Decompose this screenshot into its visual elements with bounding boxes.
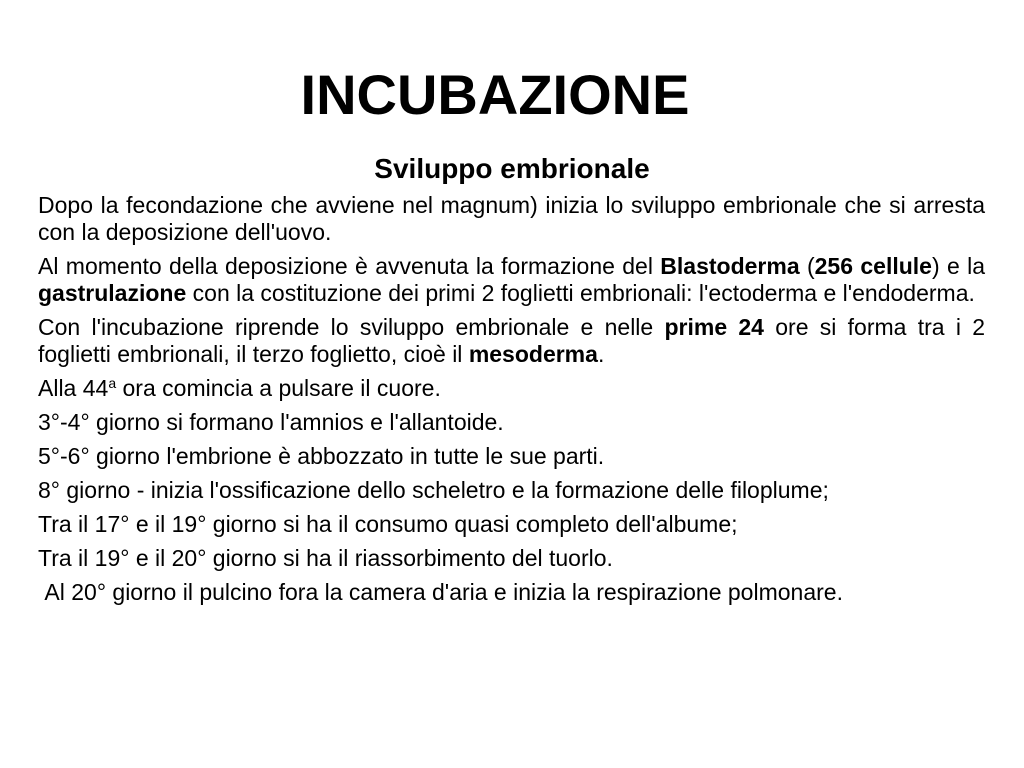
text-segment: Al momento della deposizione è avvenuta la formazione del xyxy=(38,253,661,279)
text-segment: ore si forma tra i 2 foglietti embrionali, il terzo foglietto, cioè il xyxy=(38,314,986,367)
term-mesoderma: mesoderma xyxy=(468,341,598,367)
term-blastoderma: Blastoderma xyxy=(660,253,800,279)
text-segment: Con l'incubazione riprende lo sviluppo embrionale e nelle xyxy=(38,314,665,340)
slide-subtitle: Sviluppo embrionale xyxy=(374,153,650,184)
slide-body xyxy=(38,192,985,613)
paragraph-respirazione: Al 20° giorno il pulcino fora la camera d'aria e inizia la respirazione polmonare. xyxy=(38,579,843,605)
superscript-ordinal: a xyxy=(108,375,117,391)
text-segment: ) e la xyxy=(931,253,986,279)
paragraph-albume: Tra il 17° e il 19° giorno si ha il consumo quasi completo dell'albume; xyxy=(38,511,738,537)
term-gastrulazione: gastrulazione xyxy=(38,280,187,306)
term-256-cellule: 256 cellule xyxy=(814,253,932,279)
term-prime-24: prime 24 xyxy=(664,314,764,340)
text-segment: . xyxy=(597,341,605,367)
paragraph-ossificazione: 8° giorno - inizia l'ossificazione dello scheletro e la formazione delle filoplume; xyxy=(38,477,829,503)
paragraph-amnios: 3°-4° giorno si formano l'amnios e l'allantoide. xyxy=(38,409,504,435)
text-segment: con la costituzione dei primi 2 foglietti embrionali: l'ectoderma e l'endoderma. xyxy=(186,280,975,306)
text-segment: ora comincia a pulsare il cuore. xyxy=(116,375,441,401)
slide-title: INCUBAZIONE xyxy=(300,63,690,126)
text-segment: ( xyxy=(799,253,815,279)
paragraph-cuore xyxy=(38,375,985,402)
paragraph-incubazione xyxy=(38,314,985,368)
paragraph-embrione: 5°-6° giorno l'embrione è abbozzato in tutte le sue parti. xyxy=(38,443,605,469)
paragraph-fecondazione: Dopo la fecondazione che avviene nel magnum) inizia lo sviluppo embrionale che si arresta con la deposizione dell'uovo. xyxy=(38,192,985,245)
paragraph-tuorlo: Tra il 19° e il 20° giorno si ha il riassorbimento del tuorlo. xyxy=(38,545,613,571)
paragraph-deposizione xyxy=(38,253,985,307)
text-segment: Alla 44 xyxy=(38,375,109,401)
